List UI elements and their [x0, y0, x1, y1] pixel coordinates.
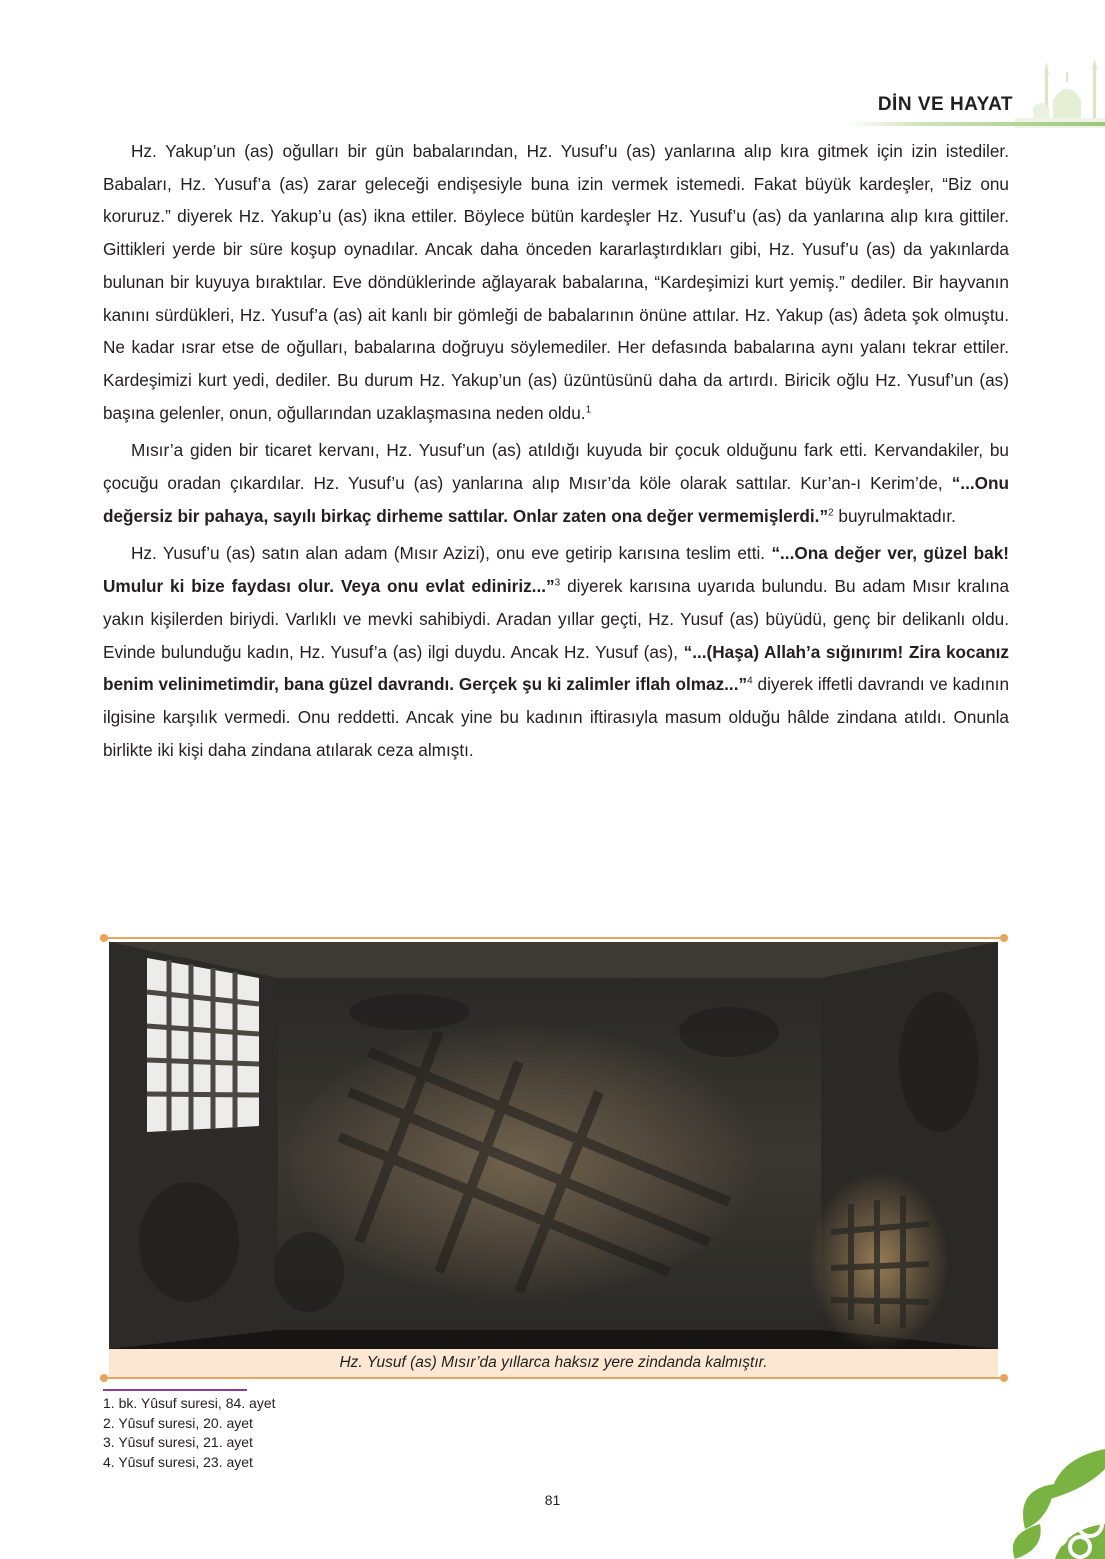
figure-caption: Hz. Yusuf (as) Mısır’da yıllarca haksız yere zindanda kalmıştır. — [109, 1349, 998, 1377]
section-title: DİN VE HAYAT — [877, 94, 1013, 115]
quran-quote: “...Onu değersiz bir pahaya, sayılı birkaç dirheme sattılar. Onlar zaten ona değer vermemişlerdi.” — [103, 473, 1009, 526]
paragraph-text: Hz. Yusuf’u (as) satın alan adam (Mısır Azizi), onu eve getirip karısına teslim etti. — [131, 543, 772, 564]
figure-top-rule — [104, 937, 1002, 939]
quran-quote: “...Ona değer ver, güzel bak! Umulur ki bize faydası olur. Veya onu evlat ediniriz...” — [103, 543, 1009, 597]
paragraph-text: diyerek karısına uyarıda bulundu. Bu adam Mısır kralına yakın kişilerden biriydi. Varlıklı ve mevki sahibiydi. Aradan yıllar geçti, Hz. Yusuf (as) büyüdü, genç bir delikanlı oldu. Evinde bulunduğu kadın, Hz. Yusuf’a (as) ilgi duydu. Ancak Hz. Yusuf (as), — [103, 576, 1009, 662]
mosque-silhouette-icon — [1015, 56, 1105, 128]
footnote: 1. bk. Yûsuf suresi, 84. ayet — [103, 1395, 276, 1411]
paragraph-text: diyerek iffetli davrandı ve kadının ilgisine karşılık vermedi. Onu reddetti. Ancak yine bu kadının iftirasıyla masum olduğu hâlde zindana atıldı. Onunla birlikte iki kişi daha zindana atılarak ceza almıştı. — [103, 674, 1009, 760]
paragraph — [103, 135, 1009, 429]
figure-rule-dot — [1000, 1374, 1008, 1382]
quran-quote: “...(Haşa) Allah’a sığınırım! Zira kocanız benim velinimetimdir, bana güzel davrandı. Gerçek şu ki zalimler iflah olmaz...” — [103, 641, 1009, 695]
footnotes — [103, 1394, 276, 1473]
footnote: 2. Yûsuf suresi, 20. ayet — [103, 1414, 253, 1431]
footnote-ref: 4 — [747, 675, 753, 687]
figure-rule-dot — [100, 1374, 108, 1382]
figure-rule-dot — [100, 934, 108, 942]
paragraph-text: Hz. Yakup’un (as) oğulları bir gün babalarından, Hz. Yusuf’u (as) yanlarına alıp kıra gitmek için izin istediler. Babaları, Hz. Yusuf’a (as) zarar geleceği endişesiyle buna izin vermek istemedi. Fakat büyük kardeşler, “Biz onu koruruz.” diyerek Hz. Yakup’u (as) ikna ettiler. Böylece bütün kardeşler Hz. Yusuf’u (as) da yanlarına alıp kıra gittiler. Gittikleri yerde bir süre koşup oynadılar. Ancak daha önceden kararlaştırdıkları gibi, Hz. Yusuf’u (as) da yakınlarda bulunan bir kuyuya bıraktılar. Eve döndüklerinde ağlayarak babalarına, “Kardeşimizi kurt yemiş.” dediler. Bir hayvanın kanını sürdükleri, Hz. Yusuf’a (as) ait kanlı bir gömleği de babalarının önüne attılar. Hz. Yakup (as) âdeta şok olmuştu. Ne kadar ısrar etse de oğulları, babalarına doğruyu söylemediler. Her defasında babalarına aynı yalanı tekrar ettiler. Kardeşimizi kurt yedi, dediler. Bu durum Hz. Yakup’un (as) üzüntüsünü daha da artırdı. Biricik oğlu Hz. Yusuf’un (as) başına gelenler, onun, oğullarından uzaklaşmasına neden oldu. — [103, 141, 1009, 423]
header-rule — [846, 122, 1105, 126]
footnote-ref: 3 — [554, 577, 561, 589]
figure-bottom-rule — [104, 1377, 1002, 1379]
body-text — [103, 135, 1009, 771]
footnote-rule — [103, 1389, 247, 1391]
footnote: 4. Yûsuf suresi, 23. ayet — [103, 1454, 253, 1471]
paragraph — [103, 537, 1009, 766]
prison-cell-photo — [109, 942, 998, 1349]
footnote-ref: 1 — [585, 403, 592, 415]
figure-rule-dot — [1000, 934, 1008, 942]
paragraph-text: buyrulmaktadır. — [833, 505, 956, 526]
paragraph — [103, 434, 1009, 532]
paragraph-text: Mısır’a giden bir ticaret kervanı, Hz. Yusuf’un (as) atıldığı kuyuda bir çocuk olduğunu fark etti. Kervandakiler, bu çocuğu oradan çıkardılar. Hz. Yusuf’u (as) yanlarına alıp Mısır’da köle olarak sattılar. Kur’an-ı Kerim’de, — [103, 440, 1009, 494]
footnote: 3. Yûsuf suresi, 21. ayet — [103, 1434, 253, 1451]
page-number: 81 — [544, 1492, 561, 1508]
figure — [100, 934, 1008, 1380]
green-flower-ornament-icon — [995, 1429, 1105, 1559]
footnote-ref: 2 — [828, 507, 834, 518]
